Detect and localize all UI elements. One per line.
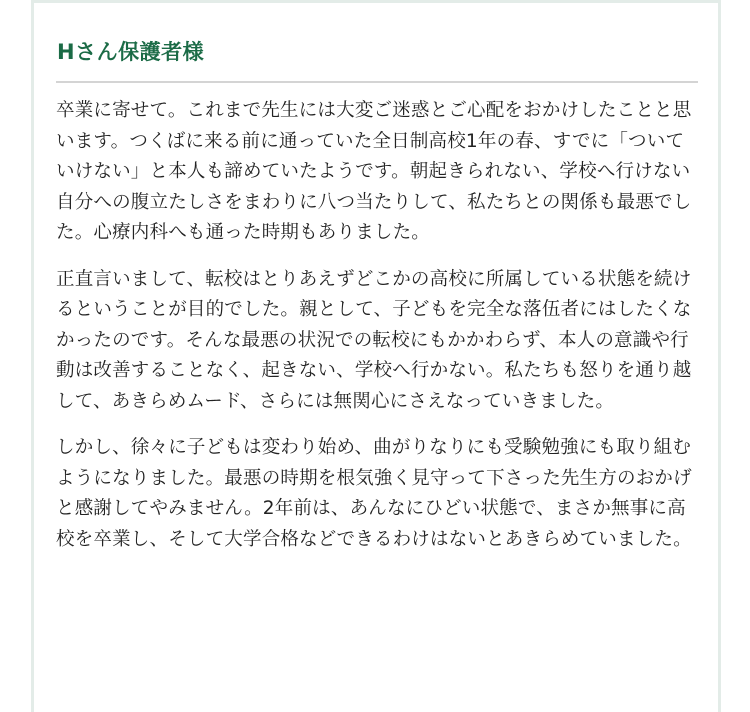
title-divider [56, 81, 698, 83]
paragraph-3: しかし、徐々に子どもは変わり始め、曲がりなりにも受験勉強にも取り組むようになりました。最悪の時期を根気強く見守って下さった先生方のおかげと感謝してやみません。2年前は、あんなにひどい状態で、まさか無事に高校を卒業し、そして大学合格などできるわけはないとあきらめていました。 [56, 437, 692, 550]
card-body [56, 96, 702, 571]
paragraph-1: 卒業に寄せて。これまで先生には大変ご迷惑とご心配をおかけしたことと思います。つくばに来る前に通っていた全日制高校1年の春、すでに「ついていけない」と本人も諦めていたようです。朝起きられない、学校へ行けない自分への腹立たしさをまわりに八つ当たりして、私たちとの関係も最悪でした。心療内科へも通った時期もありました。 [56, 100, 692, 243]
paragraph-2: 正直言いまして、転校はとりあえずどこかの高校に所属している状態を続けるということが目的でした。親として、子どもを完全な落伍者にはしたくなかったのです。そんな最悪の状況での転校にもかかわらず、本人の意識や行動は改善することなく、起きない、学校へ行かない。私たちも怒りを通り越して、あきらめムード、さらには無関心にさえなっていきました。 [56, 268, 692, 412]
card-title: Hさん保護者様 [57, 40, 205, 64]
testimonial-card [31, 0, 721, 712]
